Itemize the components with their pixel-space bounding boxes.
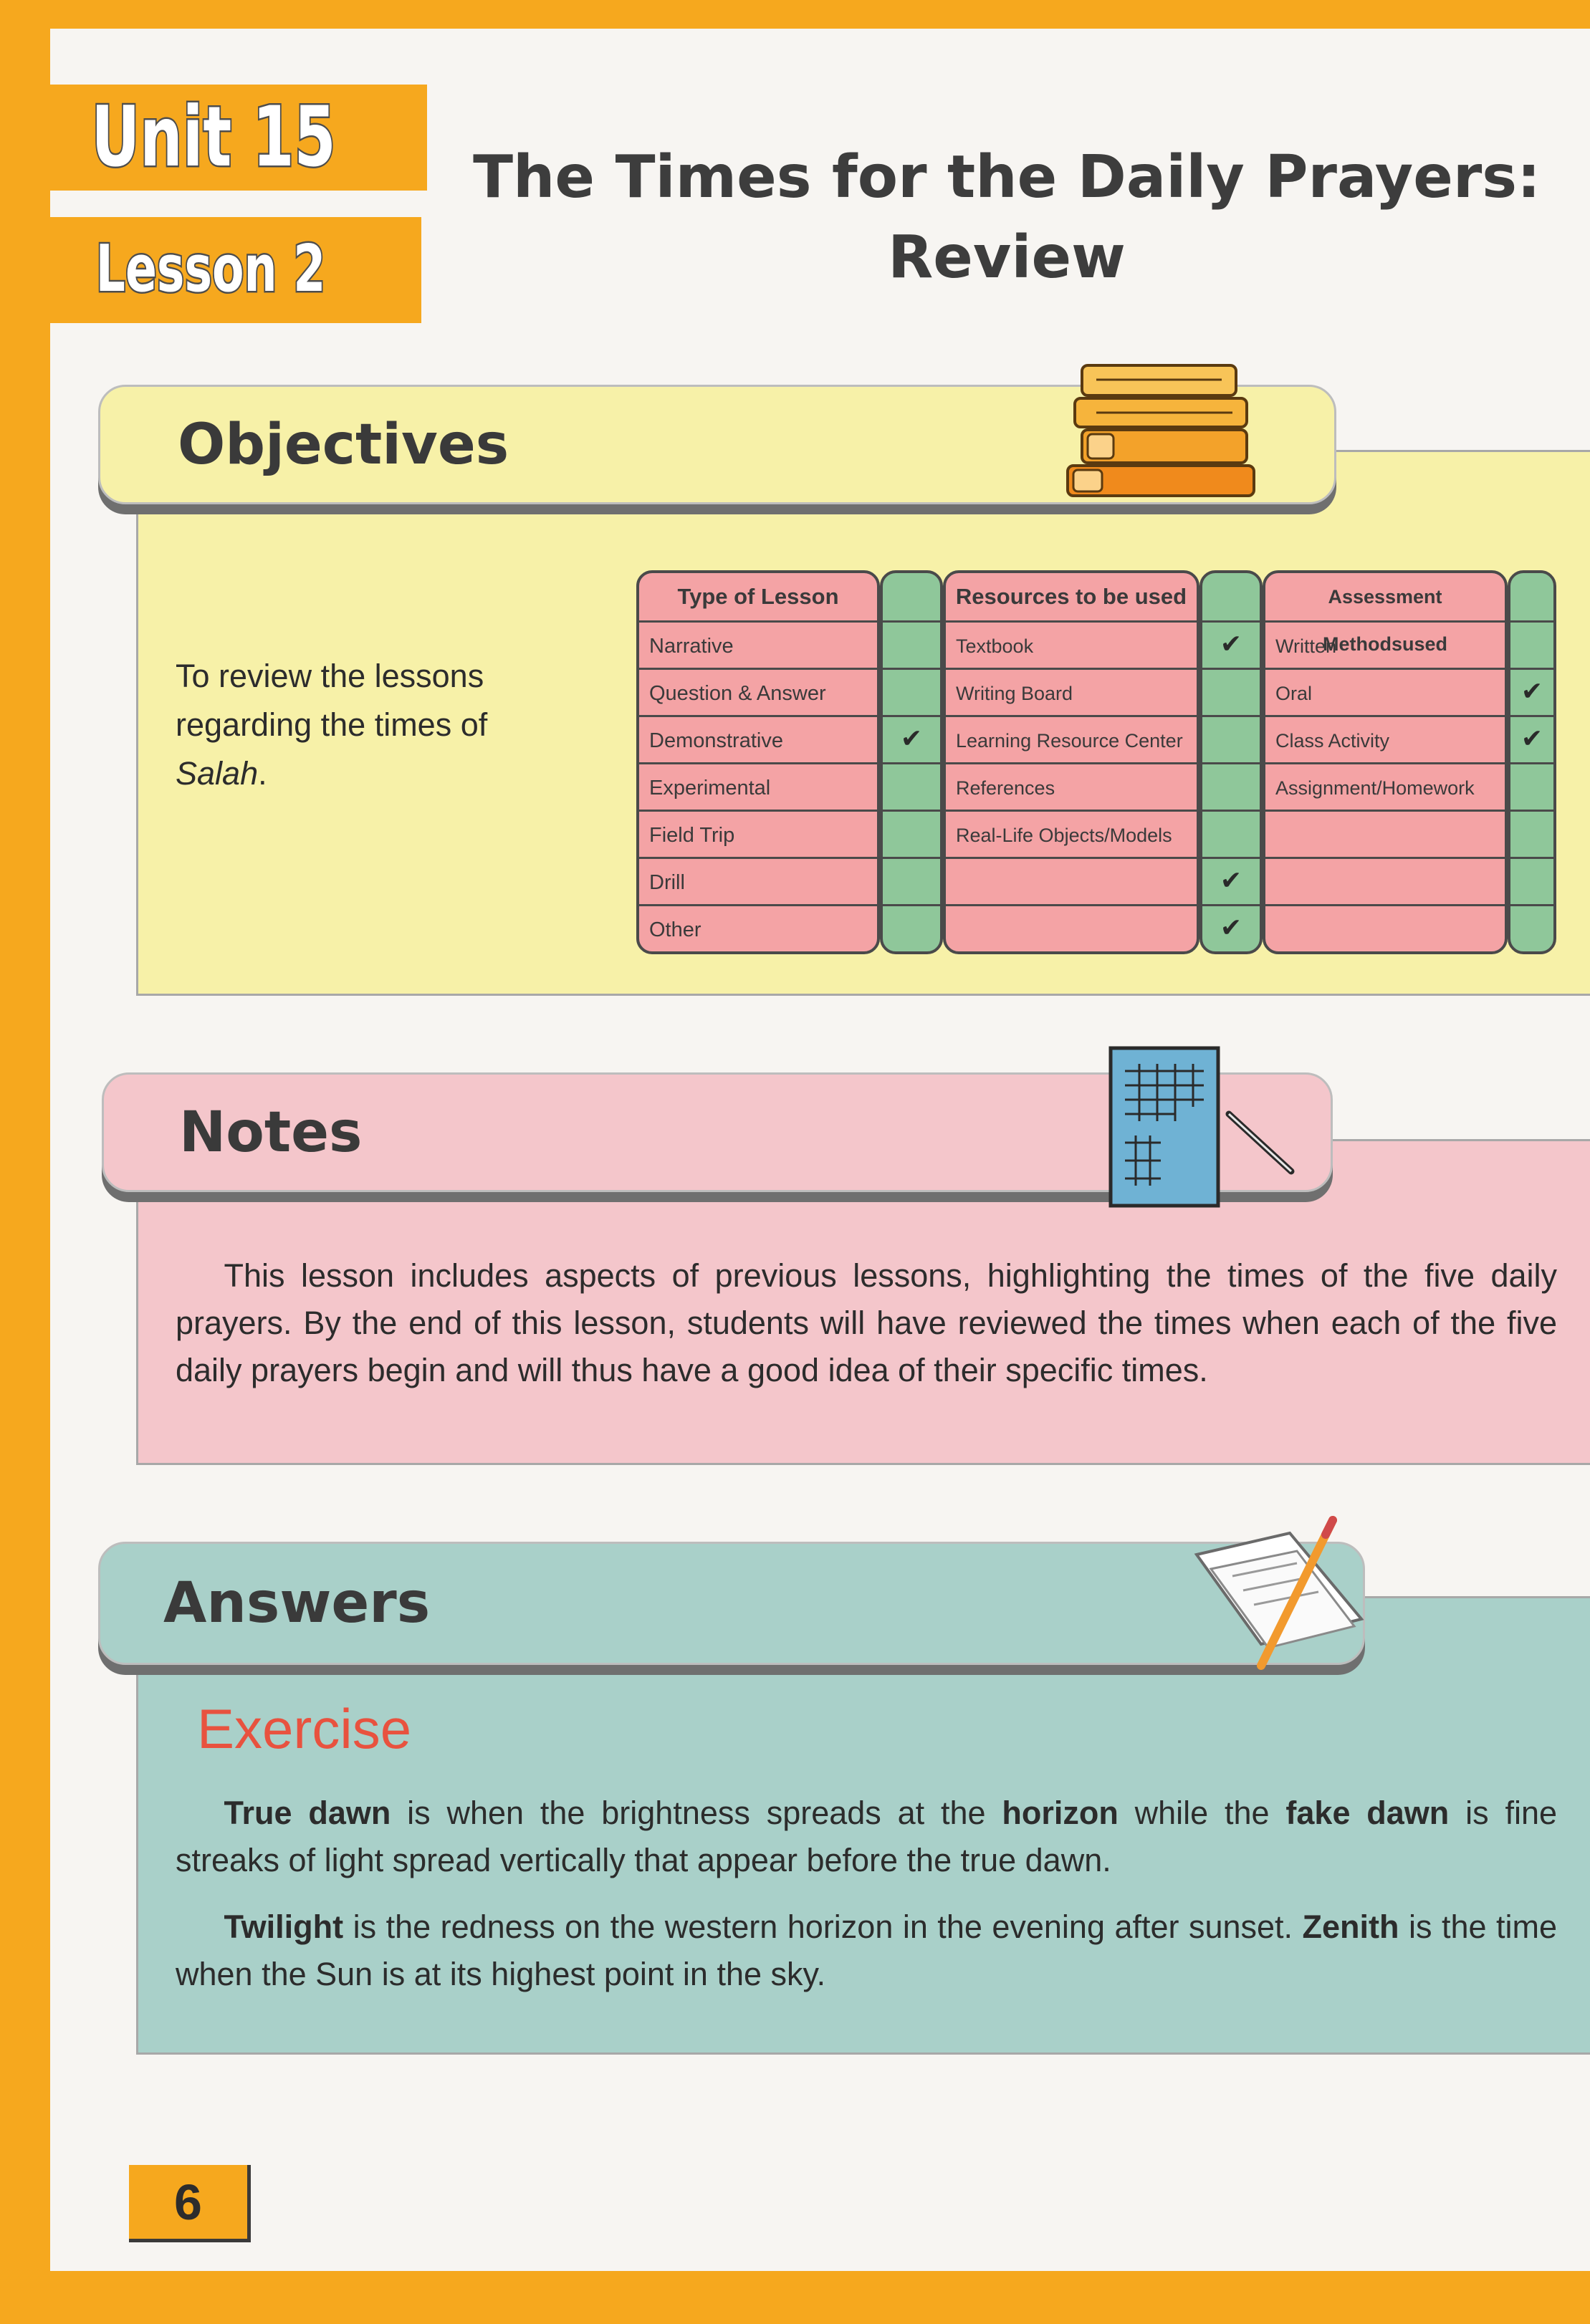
type-row-label: Narrative bbox=[639, 620, 877, 668]
term-twilight: Twilight bbox=[224, 1908, 344, 1945]
answer-paragraph-1 bbox=[176, 1790, 1557, 1884]
books-icon bbox=[1053, 358, 1268, 501]
type-row-label: Other bbox=[639, 904, 877, 951]
objectives-line-1: To review the lessons bbox=[176, 658, 484, 694]
check-mark-icon: ✔ bbox=[1220, 865, 1242, 895]
objectives-period: . bbox=[258, 755, 267, 792]
check-mark-icon: ✔ bbox=[1520, 724, 1543, 753]
resources-check-column bbox=[1199, 570, 1263, 954]
assessment-checkbox bbox=[1510, 762, 1553, 810]
objectives-heading: Objectives bbox=[178, 413, 509, 477]
answer-1-text-b: while the bbox=[1118, 1795, 1286, 1831]
page-number: 6 bbox=[129, 2165, 251, 2242]
check-mark-icon: ✔ bbox=[1220, 629, 1242, 658]
type-column bbox=[636, 570, 880, 954]
resource-checkbox bbox=[1202, 904, 1260, 951]
assessment-check-column bbox=[1508, 570, 1556, 954]
term-fake-dawn: fake dawn bbox=[1285, 1795, 1450, 1831]
title-line-1: The Times for the Daily Prayers: bbox=[473, 143, 1541, 211]
check-mark-icon: ✔ bbox=[1220, 913, 1242, 942]
objectives-text bbox=[176, 652, 562, 798]
type-header: Type of Lesson bbox=[677, 584, 839, 609]
assessment-checkbox bbox=[1510, 668, 1553, 715]
resource-row-label: References bbox=[946, 762, 1197, 810]
type-row-label: Drill bbox=[639, 857, 877, 904]
resources-column bbox=[943, 570, 1199, 954]
answers-heading: Answers bbox=[163, 1571, 431, 1636]
assessment-row-label: Class Activity bbox=[1265, 715, 1505, 762]
resource-checkbox bbox=[1202, 857, 1260, 904]
type-check-column bbox=[880, 570, 943, 954]
resource-checkbox bbox=[1202, 810, 1260, 857]
type-row-label: Experimental bbox=[639, 762, 877, 810]
unit-badge bbox=[0, 85, 427, 191]
type-row-label: Field Trip bbox=[639, 810, 877, 857]
resource-checkbox bbox=[1202, 762, 1260, 810]
check-mark-icon: ✔ bbox=[900, 724, 923, 753]
notes-text bbox=[176, 1252, 1557, 1394]
resource-row-label: Textbook bbox=[946, 620, 1197, 668]
assessment-row-label: Oral bbox=[1265, 668, 1505, 715]
resource-row-label: Writing Board bbox=[946, 668, 1197, 715]
unit-label: Unit 15 bbox=[91, 89, 336, 186]
type-checkbox bbox=[883, 668, 940, 715]
resource-row-label bbox=[946, 857, 1197, 904]
type-row-label: Question & Answer bbox=[639, 668, 877, 715]
resource-row-label: Learning Resource Center bbox=[946, 715, 1197, 762]
assessment-checkbox bbox=[1510, 904, 1553, 951]
answer-1-text-a: is when the brightness spreads at the bbox=[391, 1795, 1002, 1831]
exercise-title: Exercise bbox=[197, 1697, 412, 1760]
lesson-label: Lesson 2 bbox=[95, 231, 326, 307]
answer-paragraph-2 bbox=[176, 1903, 1557, 1998]
chart-pen-icon bbox=[1103, 1042, 1304, 1214]
lesson-badge bbox=[0, 217, 421, 323]
assessment-checkbox bbox=[1510, 857, 1553, 904]
notes-heading: Notes bbox=[179, 1100, 363, 1165]
assessment-row-label bbox=[1265, 810, 1505, 857]
type-checkbox bbox=[883, 857, 940, 904]
answer-2-text-b: is the time when the Sun is at its highest point in the sky. bbox=[176, 1908, 1557, 1992]
assessment-row-label bbox=[1265, 904, 1505, 951]
answer-2-text-a: is the redness on the western horizon in the evening after sunset. bbox=[343, 1908, 1303, 1945]
resource-row-label: Real-Life Objects/Models bbox=[946, 810, 1197, 857]
term-horizon: horizon bbox=[1002, 1795, 1119, 1831]
assessment-row-label: Assignment/Homework bbox=[1265, 762, 1505, 810]
assessment-row-label bbox=[1265, 857, 1505, 904]
assessment-checkbox bbox=[1510, 620, 1553, 668]
type-checkbox bbox=[883, 810, 940, 857]
notes-text-content: This lesson includes aspects of previous lessons, highlighting the times of the five daily prayers. By the end of this lesson, students will have reviewed the times when each of the five daily prayers begin and will thus have a good idea of their specific times. bbox=[176, 1257, 1557, 1388]
left-orange-strip bbox=[0, 1852, 50, 2296]
objectives-salah: Salah bbox=[176, 755, 259, 792]
assessment-column bbox=[1263, 570, 1508, 954]
resource-checkbox bbox=[1202, 668, 1260, 715]
resource-checkbox bbox=[1202, 620, 1260, 668]
assessment-checkbox bbox=[1510, 810, 1553, 857]
check-mark-icon: ✔ bbox=[1520, 676, 1543, 706]
page-title bbox=[430, 138, 1584, 298]
term-zenith: Zenith bbox=[1302, 1908, 1399, 1945]
type-checkbox bbox=[883, 715, 940, 762]
objectives-line-2: regarding the times of bbox=[176, 706, 488, 743]
title-line-2: Review bbox=[888, 224, 1126, 292]
type-checkbox bbox=[883, 762, 940, 810]
paper-pencil-icon bbox=[1182, 1512, 1383, 1676]
type-checkbox bbox=[883, 620, 940, 668]
lesson-plan-table bbox=[636, 570, 1553, 954]
term-true-dawn: True dawn bbox=[224, 1795, 391, 1831]
assessment-checkbox bbox=[1510, 715, 1553, 762]
answers-tab bbox=[98, 1542, 1365, 1665]
assessment-row-label: Written bbox=[1265, 620, 1505, 668]
resources-header: Resources to be used bbox=[955, 584, 1187, 609]
resource-checkbox bbox=[1202, 715, 1260, 762]
assessment-header: Assessment Methodsused bbox=[1322, 586, 1447, 655]
answer-1-text-c: is fine streaks of light spread vertically that appear before the true dawn. bbox=[176, 1795, 1558, 1878]
type-row-label: Demonstrative bbox=[639, 715, 877, 762]
type-checkbox bbox=[883, 904, 940, 951]
resource-row-label bbox=[946, 904, 1197, 951]
